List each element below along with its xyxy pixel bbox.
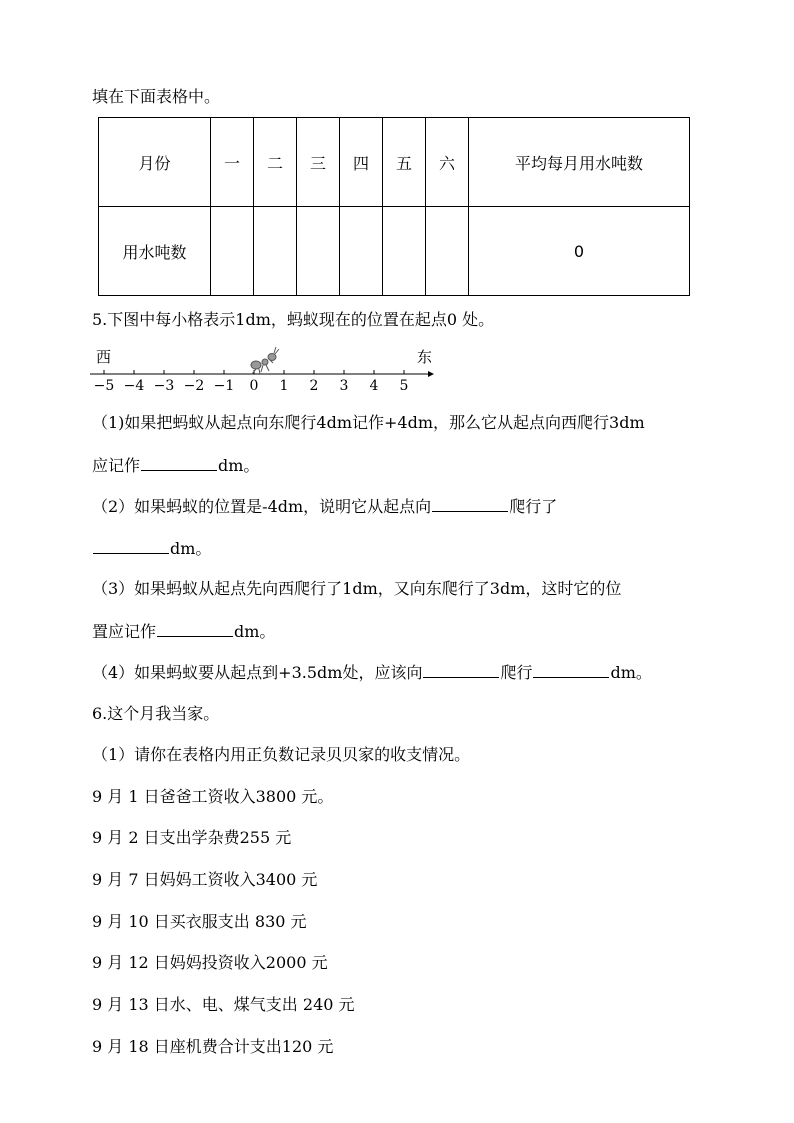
entry-item: 9 月 12 日妈妈投资收入2000 元	[92, 953, 328, 972]
tick-label: −3	[153, 378, 175, 394]
q5-part3-suffix: dm。	[234, 622, 276, 641]
entry-item: 9 月 1 日爸爸工资收入3800 元。	[92, 787, 334, 806]
tick-label: 5	[399, 378, 409, 394]
q5-part2-line2	[92, 537, 211, 560]
row-label: 用水吨数	[99, 207, 211, 296]
entry-item: 9 月 7 日妈妈工资收入3400 元	[92, 870, 318, 889]
data-cell-3[interactable]	[297, 207, 340, 296]
data-cell-average: 0	[469, 207, 690, 296]
entry-item: 9 月 18 日座机费合计支出120 元	[92, 1037, 334, 1056]
tick-label: −5	[93, 378, 115, 394]
q6-title: 6.这个月我当家。	[92, 704, 220, 723]
answer-blank-2a[interactable]	[432, 495, 508, 512]
data-cell-2[interactable]	[254, 207, 297, 296]
table-header-row	[99, 118, 690, 207]
data-cell-5[interactable]	[383, 207, 426, 296]
tick-label: −4	[123, 378, 145, 394]
ant-icon	[251, 347, 279, 374]
q5-title: 5.下图中每小格表示1dm，蚂蚁现在的位置在起点0 处。	[92, 310, 495, 329]
data-cell-1[interactable]	[211, 207, 254, 296]
q5-part4-prefix: （4）如果蚂蚁要从起点到+3.5dm处，应该向	[92, 663, 423, 682]
q5-part1-suffix: dm。	[218, 456, 260, 475]
q5-part2-suffix: dm。	[170, 539, 212, 558]
number-line	[86, 344, 436, 394]
answer-blank-4a[interactable]	[423, 661, 499, 678]
east-label: 东	[417, 348, 433, 366]
axis-arrow	[428, 371, 434, 377]
q5-part3-prefix: 置应记作	[92, 622, 157, 641]
tick-label: 4	[369, 378, 379, 394]
intro-text: 填在下面表格中。	[92, 87, 221, 106]
q5-part4-line	[92, 661, 652, 684]
header-cell-3: 三	[297, 118, 340, 207]
data-cell-4[interactable]	[340, 207, 383, 296]
answer-blank-1[interactable]	[141, 454, 217, 471]
q5-part1-prefix: 应记作	[92, 456, 141, 475]
entry-item: 9 月 10 日买衣服支出 830 元	[92, 912, 307, 931]
header-cell-month: 月份	[99, 118, 211, 207]
q5-part1-line2	[92, 454, 259, 477]
q5-part4-mid: 爬行	[500, 663, 533, 682]
entry-item: 9 月 2 日支出学杂费255 元	[92, 828, 292, 847]
header-cell-5: 五	[383, 118, 426, 207]
entry-item: 9 月 13 日水、电、煤气支出 240 元	[92, 995, 355, 1014]
q5-part1-line1: （1)如果把蚂蚁从起点向东爬行4dm记作+4dm，那么它从起点向西爬行3dm	[92, 413, 645, 432]
header-cell-1: 一	[211, 118, 254, 207]
q5-part3-line2	[92, 620, 275, 643]
west-label: 西	[96, 348, 112, 366]
tick-label: 1	[279, 378, 289, 394]
tick-label: 2	[309, 378, 319, 394]
table-data-row	[99, 207, 690, 296]
q6-sub1: （1）请你在表格内用正负数记录贝贝家的收支情况。	[92, 745, 471, 764]
data-cell-6[interactable]	[426, 207, 469, 296]
tick-label: 0	[249, 378, 259, 394]
answer-blank-4b[interactable]	[533, 661, 609, 678]
q5-part3-line1: （3）如果蚂蚁从起点先向西爬行了1dm，又向东爬行了3dm，这时它的位	[92, 579, 622, 598]
water-usage-table	[98, 117, 690, 296]
header-cell-2: 二	[254, 118, 297, 207]
tick-label: 3	[339, 378, 349, 394]
header-cell-6: 六	[426, 118, 469, 207]
header-cell-4: 四	[340, 118, 383, 207]
tick-label: −1	[213, 378, 235, 394]
answer-blank-3[interactable]	[157, 620, 233, 637]
q5-part2-prefix: （2）如果蚂蚁的位置是-4dm，说明它从起点向	[92, 497, 432, 516]
tick-label: −2	[183, 378, 205, 394]
header-cell-average: 平均每月用水吨数	[469, 118, 690, 207]
q5-part4-suffix: dm。	[610, 663, 652, 682]
q5-part2-line1	[92, 495, 557, 518]
q5-part2-mid: 爬行了	[509, 497, 558, 516]
answer-blank-2b[interactable]	[93, 537, 169, 554]
